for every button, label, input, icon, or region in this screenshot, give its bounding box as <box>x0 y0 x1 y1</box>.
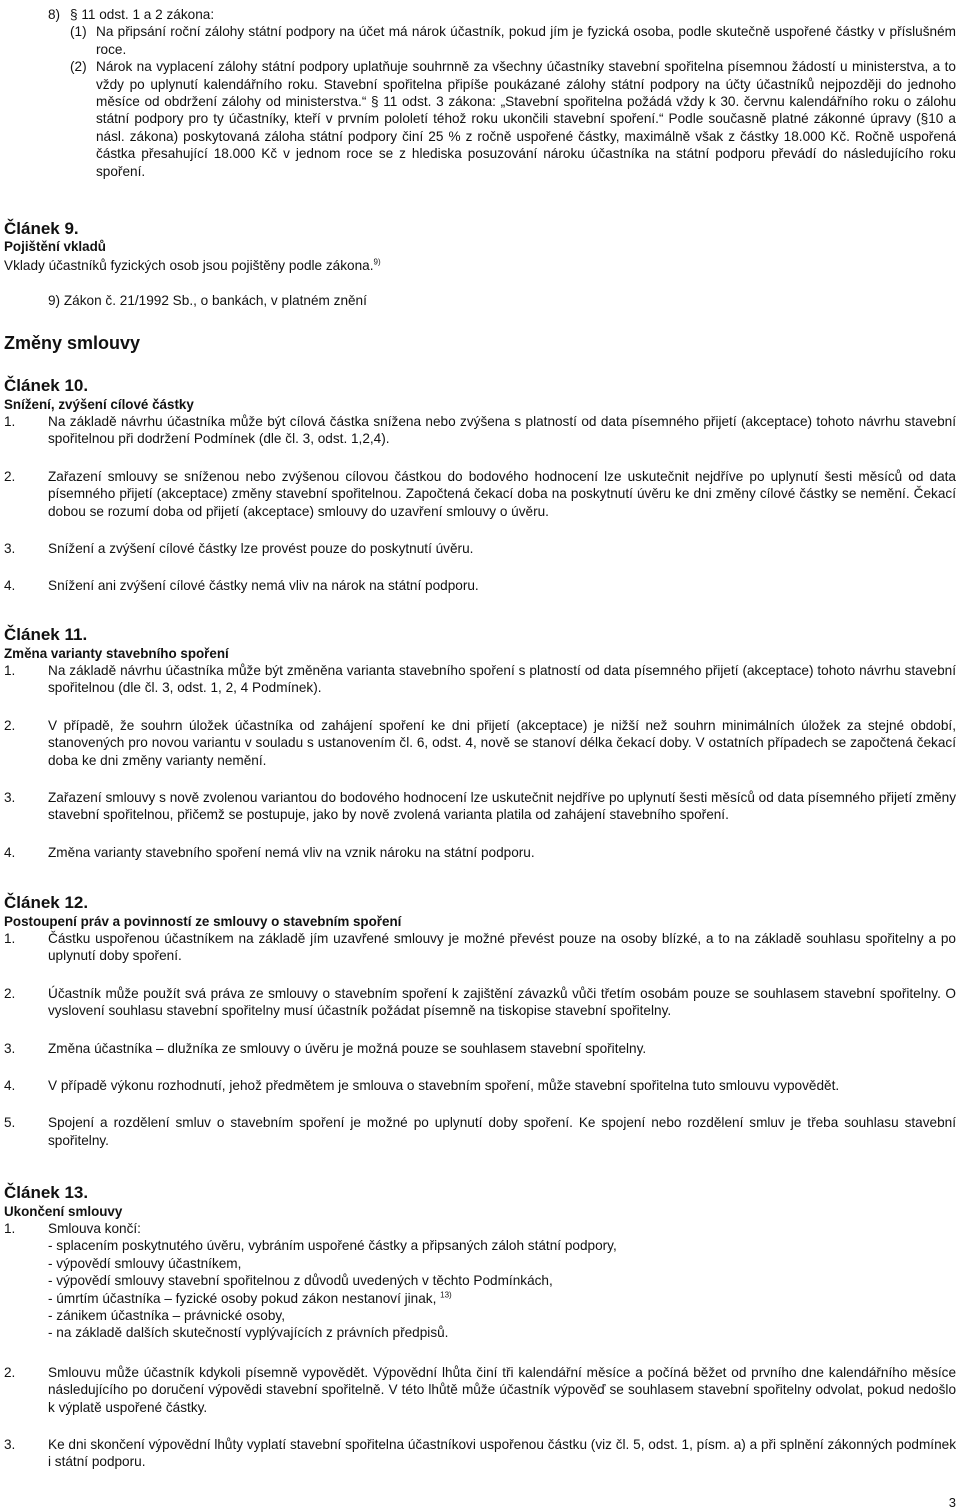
article-13-heading: Článek 13. <box>4 1183 89 1202</box>
article-12 <box>4 893 956 1169</box>
article-11-heading: Článek 11. <box>4 625 88 644</box>
article-13 <box>4 1183 956 1491</box>
termination-list <box>48 1237 956 1341</box>
article-9 <box>4 219 954 274</box>
list-item: - splacením poskytnutého úvěru, vybráním uspořené částky a připsaných záloh státní podpory, <box>48 1238 617 1254</box>
page-number: 3 <box>948 1495 956 1510</box>
article-10-item-1: 1. Na základě návrhu účastníka může být cílová částka snížena nebo zvýšena s platností od data písemného přijetí (akceptace) tohoto návrhu stavební spořitelnou při dodržení Podmínek (dle čl. 3, odst. 1,2,4). <box>4 414 956 447</box>
article-11-item-4: 4. Změna varianty stavebního spoření nemá vliv na vznik nároku na státní podporu. <box>4 844 535 860</box>
article-12-item-3: 3. Změna účastníka – dlužníka ze smlouvy o úvěru je možná pouze se souhlasem stavební spořitelny. <box>4 1040 647 1056</box>
article-12-item-2: 2. Účastník může použít svá práva ze smlouvy o stavebním spoření k zajištění závazků vůči třetím osobám pouze se souhlasem stavební spořitelny. O vyslovení souhlasu stavební spořitelny musí účastník požádat písemně na tiskopise stavební spořitelny. <box>4 985 956 1019</box>
article-10-item-4: 4. Snížení ani zvýšení cílové částky nemá vliv na nárok na státní podporu. <box>4 578 479 594</box>
list-item: - úmrtím účastníka – fyzické osoby pokud zákon nestanoví jinak, $^{13)}$ <box>48 1290 452 1306</box>
article-11 <box>4 625 956 881</box>
article-10-item-3: 3. Snížení a zvýšení cílové částky lze provést pouze do poskytnutí úvěru. <box>4 541 474 557</box>
list-item: - výpovědí smlouvy stavební spořitelnou z důvodů uvedených v těchto Podmínkách, <box>48 1273 553 1289</box>
article-11-subheading: Změna varianty stavebního spoření <box>4 646 229 661</box>
section-title: Změny smlouvy <box>4 333 141 353</box>
article-13-item-1: 1. Smlouva končí: - splacením poskytnutého úvěru, vybráním uspořené částky a připsaných záloh státní podpory, - výpovědí smlouvy účastníkem, - výpovědí smlouvy stavební spořitelnou z důvodů uvedených v těchto Podmínkách, - úmrtím účastníka – fyzické osoby pokud zákon nestanoví jinak, $^{13)}$ - zánikem účastníka – právnické osoby, - na základě dalších skutečností vyplývajících z právních předpisů. <box>4 1220 956 1342</box>
article-10-subheading: Snížení, zvýšení cílové částky <box>4 397 194 412</box>
article-12-item-5: 5. Spojení a rozdělení smluv o stavebním spoření je možné po uplynutí doby spoření. Ke spojení nebo rozdělení smluv je třeba souhlasu stavební spořitelny. <box>4 1115 956 1148</box>
article-10-item-2: 2. Zařazení smlouvy se sníženou nebo zvýšenou cílovou částkou do bodového hodnocení lze uskutečnit nejdříve po uplynutí šesti měsíců od data písemného přijetí (akceptace) změny stavební spořitelnou. Započtená čekací doba na poskytnutí úvěru ke dni změny cílové částky se nemění. Čekací dobou se rozumí doba od přijetí (akceptace) smlouvy do uzavření smlouvy o úvěru. <box>4 468 956 519</box>
list-item: - zánikem účastníka – právnické osoby, <box>48 1308 285 1324</box>
article-13-item-3: 3. Ke dni skončení výpovědní lhůty vyplatí stavební spořitelna účastníkovi uspořenou částku (viz čl. 5, odst. 1, písm. a) a při splnění zákonných podmínek i státní podporu. <box>4 1437 956 1470</box>
article-13-item-2: 2. Smlouvu může účastník kdykoli písemně vypovědět. Výpovědní lhůta činí tři kalendářní měsíce a počíná běžet od prvního dne kalendářního měsíce následujícího po doručení výpovědi stavební spořitelně. V této lhůtě může účastník výpověď se souhlasem stavební spořitelny odvolat, pokud nedošlo k výplatě uspořené částky. <box>4 1364 956 1415</box>
article-12-heading: Článek 12. <box>4 893 89 912</box>
footnote-8-text: § 11 odst. 1 a 2 zákona: <box>70 7 215 22</box>
article-13-subheading: Ukončení smlouvy <box>4 1204 123 1219</box>
article-11-item-1: 1. Na základě návrhu účastníka může být změněna varianta stavebního spoření s platností od data písemného přijetí (akceptace) tohoto návrhu stavební spořitelnou (dle čl. 3, odst. 1, 2, 4 Podmínek). <box>4 663 956 696</box>
footnote-8 <box>48 6 956 180</box>
article-9-text: Vklady účastníků fyzických osob jsou pojištěny podle zákona.$^{9)}$ <box>4 257 381 273</box>
article-10-heading: Článek 10. <box>4 376 89 395</box>
article-10 <box>4 376 956 615</box>
article-9-subheading: Pojištění vkladů <box>4 239 106 254</box>
footnote-8-label: 8) <box>48 7 61 22</box>
footnote-8-paragraph-1: (1) Na připsání roční zálohy státní podpory na účet má nárok účastník, pokud jím je fyzická osoba, podle skutečně uspořené částky v příslušném roce. <box>70 24 956 57</box>
article-12-item-4: 4. V případě výkonu rozhodnutí, jehož předmětem je smlouva o stavebním spoření, může stavební spořitelna tuto smlouvu vypovědět. <box>4 1078 840 1094</box>
list-item: - výpovědí smlouvy účastníkem, <box>48 1255 242 1271</box>
article-12-subheading: Postoupení práv a povinností ze smlouvy o stavebním spoření <box>4 914 402 929</box>
article-11-item-2: 2. V případě, že souhrn úložek účastníka od zahájení spoření ke dni přijetí (akceptace) je nižší než souhrn minimálních úložek za stejné období, stanovených pro novou variantu v souladu s ustanovením čl. 6, odst. 4, nově se stanoví délka čekací doby. V ostatních případech se započtená čekací doba ke dni změny varianty nemění. <box>4 717 956 768</box>
footnote-8-paragraph-2: (2) Nárok na vyplacení zálohy státní podpory uplatňuje souhrnně za všechny účastníky stavební spořitelna písemnou žádostí u ministerstva, a to vždy po uplynutí kalendářního roku. Stavební spořitelna připíše poukázané zálohy státní podpory na účty účastníků nejpozději do jednoho měsíce od obdržení zálohy od ministerstva.“ § 11 odst. 3 zákona: „Stavební spořitelna požádá vždy k 30. červnu kalendářního roku o zálohu státní podpory pro ty účastníky, kteří v prvním pololetí téhož roku ukončili stavební spoření.“ Podle současně platné zákonné úpravy (§10 a násl. zákona) poskytovaná záloha státní podpory činí 25 % z ročně uspořené částky, maximálně však z částky 18.000 Kč. Ročně uspořená částka přesahující 18.000 Kč v jednom roce se z hlediska posuzování nároku účastníka na státní podporu převádí do následujícího roku spoření. <box>70 59 956 179</box>
article-12-item-1: 1. Částku uspořenou účastníkem na základě jím uzavřené smlouvy je možné převést pouze na osoby blízké, a to na základě souhlasu spořitelny a po uplynutí doby spoření. <box>4 931 956 964</box>
article-9-heading: Článek 9. <box>4 219 79 238</box>
list-item: - na základě dalších skutečností vyplývajících z právních předpisů. <box>48 1325 449 1341</box>
footnote-9: 9) Zákon č. 21/1992 Sb., o bankách, v platném znění <box>48 293 367 308</box>
article-11-item-3: 3. Zařazení smlouvy s nově zvolenou variantou do bodového hodnocení lze uskutečnit nejdříve po uplynutí šesti měsíců od data písemného přijetí změny stavební spořitelnou, přičemž se postupuje, jako by nově zvolená varianta platila od zahájení stavebního spoření. <box>4 790 956 823</box>
